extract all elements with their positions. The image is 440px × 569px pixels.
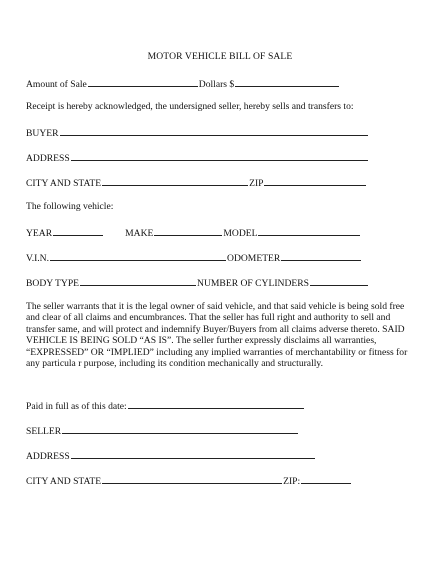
buyer-city-state-field[interactable] [102, 176, 248, 186]
amount-of-sale-field[interactable] [88, 77, 198, 87]
seller-zip-field[interactable] [301, 474, 351, 484]
body-type-label: BODY TYPE [26, 278, 80, 289]
warranty-paragraph: The seller warrants that it is the legal owner of said vehicle, and that said vehicle is being sold free and clear of all claims and encumbrances. That the seller has full right and authority to sell and transfer same, and will protect and indemnify Buyer/Buyers from all claims adverse thereto. SAID VEHICLE IS BEING SOLD “AS IS”. The seller further expressly disclaims all warranties, “EXPRESSED” OR “IMPLIED” including any implied warranties of merchantability or fitness for any particula r purpose, including its condition mechanically and structurally. [26, 301, 408, 370]
odometer-field[interactable] [281, 251, 361, 261]
buyer-zip-field[interactable] [264, 176, 366, 186]
amount-of-sale-row [26, 77, 340, 91]
paid-in-full-label: Paid in full as of this date: [26, 401, 127, 412]
seller-field[interactable] [62, 424, 298, 434]
seller-address-label: ADDRESS [26, 451, 70, 462]
buyer-address-field[interactable] [71, 151, 368, 161]
receipt-text: Receipt is hereby acknowledged, the undersigned seller, hereby sells and transfers to: [26, 101, 354, 112]
seller-city-state-field[interactable] [102, 474, 282, 484]
vin-odometer-row [26, 251, 362, 265]
seller-address-field[interactable] [71, 449, 315, 459]
seller-label: SELLER [26, 426, 62, 437]
cylinders-field[interactable] [310, 276, 368, 286]
cylinders-label: NUMBER OF CYLINDERS [197, 278, 309, 289]
seller-zip-label: ZIP: [283, 476, 301, 487]
paid-in-full-row [26, 399, 305, 413]
vehicle-year-make-model-row [26, 226, 361, 240]
year-label: YEAR [26, 228, 53, 239]
seller-city-state-label: CITY AND STATE [26, 476, 102, 487]
vin-field[interactable] [50, 251, 226, 261]
buyer-address-label: ADDRESS [26, 153, 70, 164]
seller-city-state-row [26, 474, 352, 488]
buyer-zip-label: ZIP [249, 178, 264, 189]
body-type-field[interactable] [80, 276, 196, 286]
document-title: MOTOR VEHICLE BILL OF SALE [147, 51, 293, 62]
dollars-label: Dollars $ [198, 79, 235, 90]
paid-in-full-date-field[interactable] [128, 399, 304, 409]
odometer-label: ODOMETER [227, 253, 281, 264]
year-field[interactable] [53, 226, 103, 236]
buyer-address-row [26, 151, 369, 165]
model-label: MODEL [223, 228, 258, 239]
amount-of-sale-label: Amount of Sale [26, 79, 87, 90]
buyer-label: BUYER [26, 128, 59, 139]
dollars-amount-field[interactable] [235, 77, 339, 87]
buyer-row [26, 126, 369, 140]
buyer-city-state-label: CITY AND STATE [26, 178, 102, 189]
buyer-city-state-row [26, 176, 367, 190]
seller-row [26, 424, 299, 438]
seller-address-row [26, 449, 316, 463]
following-vehicle-label: The following vehicle: [26, 201, 114, 212]
make-field[interactable] [154, 226, 222, 236]
body-type-cylinders-row [26, 276, 369, 290]
model-field[interactable] [258, 226, 360, 236]
buyer-field[interactable] [60, 126, 368, 136]
vin-label: V.I.N. [26, 253, 50, 264]
make-label: MAKE [125, 228, 154, 239]
